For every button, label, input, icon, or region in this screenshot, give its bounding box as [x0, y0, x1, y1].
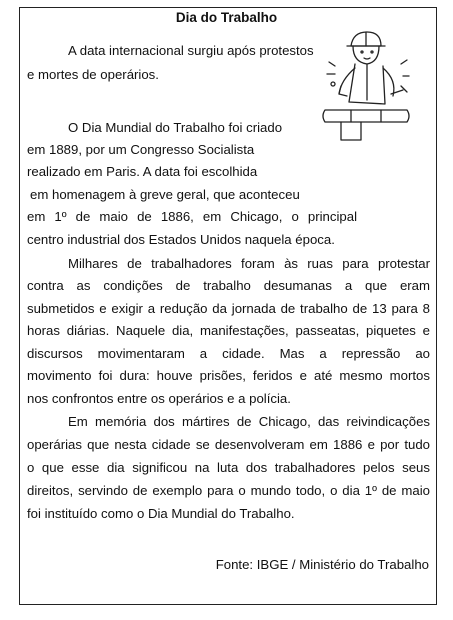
paragraph-4-line-4: direitos, servindo de exemplo para o mundo todo, o dia 1º de maio	[27, 483, 430, 498]
worker-illustration	[321, 24, 411, 144]
page-title: Dia do Trabalho	[175, 10, 278, 25]
paragraph-2-line-6: centro industrial dos Estados Unidos naquela época.	[27, 232, 335, 247]
paragraph-3-line-5: discursos movimentaram a cidade. Mas a repressão ao	[27, 346, 430, 361]
paragraph-1-line-2: e mortes de operários.	[27, 67, 159, 82]
paragraph-3-line-2: contra as condições de trabalho desumanas a que eram	[27, 278, 430, 293]
paragraph-2-line-1: O Dia Mundial do Trabalho foi criado	[68, 120, 283, 135]
paragraph-3-line-6: movimento foi dura: houve prisões, feridos e até mesmo mortos	[27, 368, 430, 383]
paragraph-3-line-3: submetidos e exigir a redução da jornada de trabalho de 13 para 8	[27, 301, 430, 316]
paragraph-1-line-1: A data internacional surgiu após protestos	[68, 43, 314, 58]
paragraph-3-line-4: horas diárias. Naquele dia, manifestações, passeatas, piquetes e	[27, 323, 430, 338]
paragraph-3-line-7: nos confrontos entre os operários e a polícia.	[27, 391, 291, 406]
paragraph-2-line-2: em 1889, por um Congresso Socialista	[27, 142, 255, 157]
paragraph-2-line-5: em 1º de maio de 1886, em Chicago, o principal	[27, 209, 357, 224]
paragraph-4-line-3: o que esse dia significou na luta dos trabalhadores pelos seus	[27, 460, 430, 475]
paragraph-4-line-2: operárias que nesta cidade se desenvolveram em 1886 e por tudo	[27, 437, 430, 452]
paragraph-2-line-4: em homenagem à greve geral, que aconteceu	[30, 187, 300, 202]
paragraph-4-line-5: foi instituído como o Dia Mundial do Trabalho.	[27, 506, 295, 521]
paragraph-3-line-1: Milhares de trabalhadores foram às ruas para protestar	[68, 256, 430, 271]
paragraph-4-line-1: Em memória dos mártires de Chicago, das reivindicações	[68, 414, 430, 429]
paragraph-2-line-3: realizado em Paris. A data foi escolhida	[27, 164, 258, 179]
source-credit: Fonte: IBGE / Ministério do Trabalho	[215, 557, 429, 572]
